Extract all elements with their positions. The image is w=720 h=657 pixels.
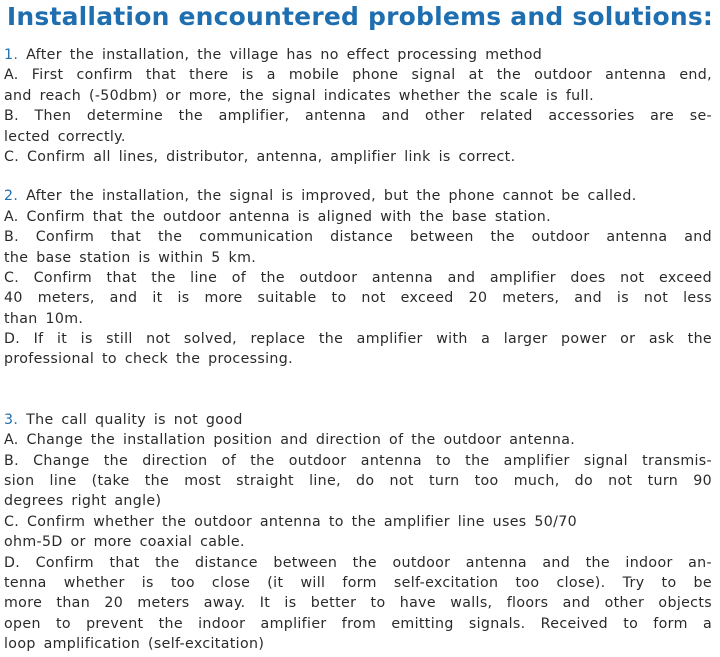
- section-1-heading: [4, 45, 712, 65]
- section-3-line: tenna whether is too close (it will form self-excitation too close). Try to be: [4, 574, 712, 591]
- section-3-heading-text: The call quality is not good: [18, 411, 243, 428]
- section-2-line: B. Confirm that the communication distance between the outdoor antenna and: [4, 229, 712, 246]
- section-2-line: A. Confirm that the outdoor antenna is aligned with the base station.: [4, 208, 552, 225]
- section-2-line: than 10m.: [4, 310, 84, 327]
- section-3-line: A. Change the installation position and direction of the outdoor antenna.: [4, 432, 576, 449]
- section-2-line: the base station is within 5 km.: [4, 249, 257, 266]
- section-3-line: open to prevent the indoor amplifier from emitting signals. Received to form a: [4, 615, 712, 632]
- section-2-line: professional to check the processing.: [4, 351, 293, 368]
- section-2-number: 2.: [4, 188, 19, 205]
- section-3-line: degrees right angle): [4, 493, 162, 510]
- section-2-line: D. If it is still not solved, replace the amplifier with a larger power or ask the: [4, 331, 712, 348]
- section-2-line: 40 meters, and it is more suitable to not exceed 20 meters, and is not less: [4, 290, 712, 307]
- section-3-line: ohm-5D or more coaxial cable.: [4, 534, 245, 551]
- section-1-line: lected correctly.: [4, 128, 126, 145]
- section-3-line: loop amplification (self-excitation): [4, 636, 265, 653]
- section-1-line: and reach (-50dbm) or more, the signal indicates whether the scale is full.: [4, 87, 594, 104]
- section-2-line: C. Confirm that the line of the outdoor antenna and amplifier does not exceed: [4, 269, 712, 286]
- document-body: [4, 45, 712, 655]
- section-1-line: C. Confirm all lines, distributor, antenna, amplifier link is correct.: [4, 148, 516, 165]
- section-3-line: C. Confirm whether the outdoor antenna to the amplifier line uses 50/70: [4, 513, 578, 530]
- section-1-heading-text: After the installation, the village has no effect processing method: [18, 47, 543, 63]
- page-title: Installation encountered problems and solutions:: [6, 2, 714, 31]
- section-3-line: B. Change the direction of the outdoor antenna to the amplifier signal transmis-: [4, 452, 712, 469]
- section-3-line: D. Confirm that the distance between the outdoor antenna and the indoor an-: [4, 554, 712, 571]
- section-2-heading-text: After the installation, the signal is improved, but the phone cannot be called.: [18, 188, 637, 205]
- section-1-line: B. Then determine the amplifier, antenna and other related accessories are se-: [4, 108, 712, 125]
- section-3-number: 3.: [4, 411, 19, 428]
- section-3-line: sion line (take the most straight line, do not turn too much, do not turn 90: [4, 473, 712, 490]
- section-1-line: A. First confirm that there is a mobile phone signal at the outdoor antenna end,: [4, 67, 712, 84]
- section-3-line: more than 20 meters away. It is better to have walls, floors and other objects: [4, 595, 712, 612]
- section-2-heading: [4, 186, 712, 206]
- section-1-number: 1.: [4, 47, 19, 63]
- section-3-heading: [4, 410, 712, 430]
